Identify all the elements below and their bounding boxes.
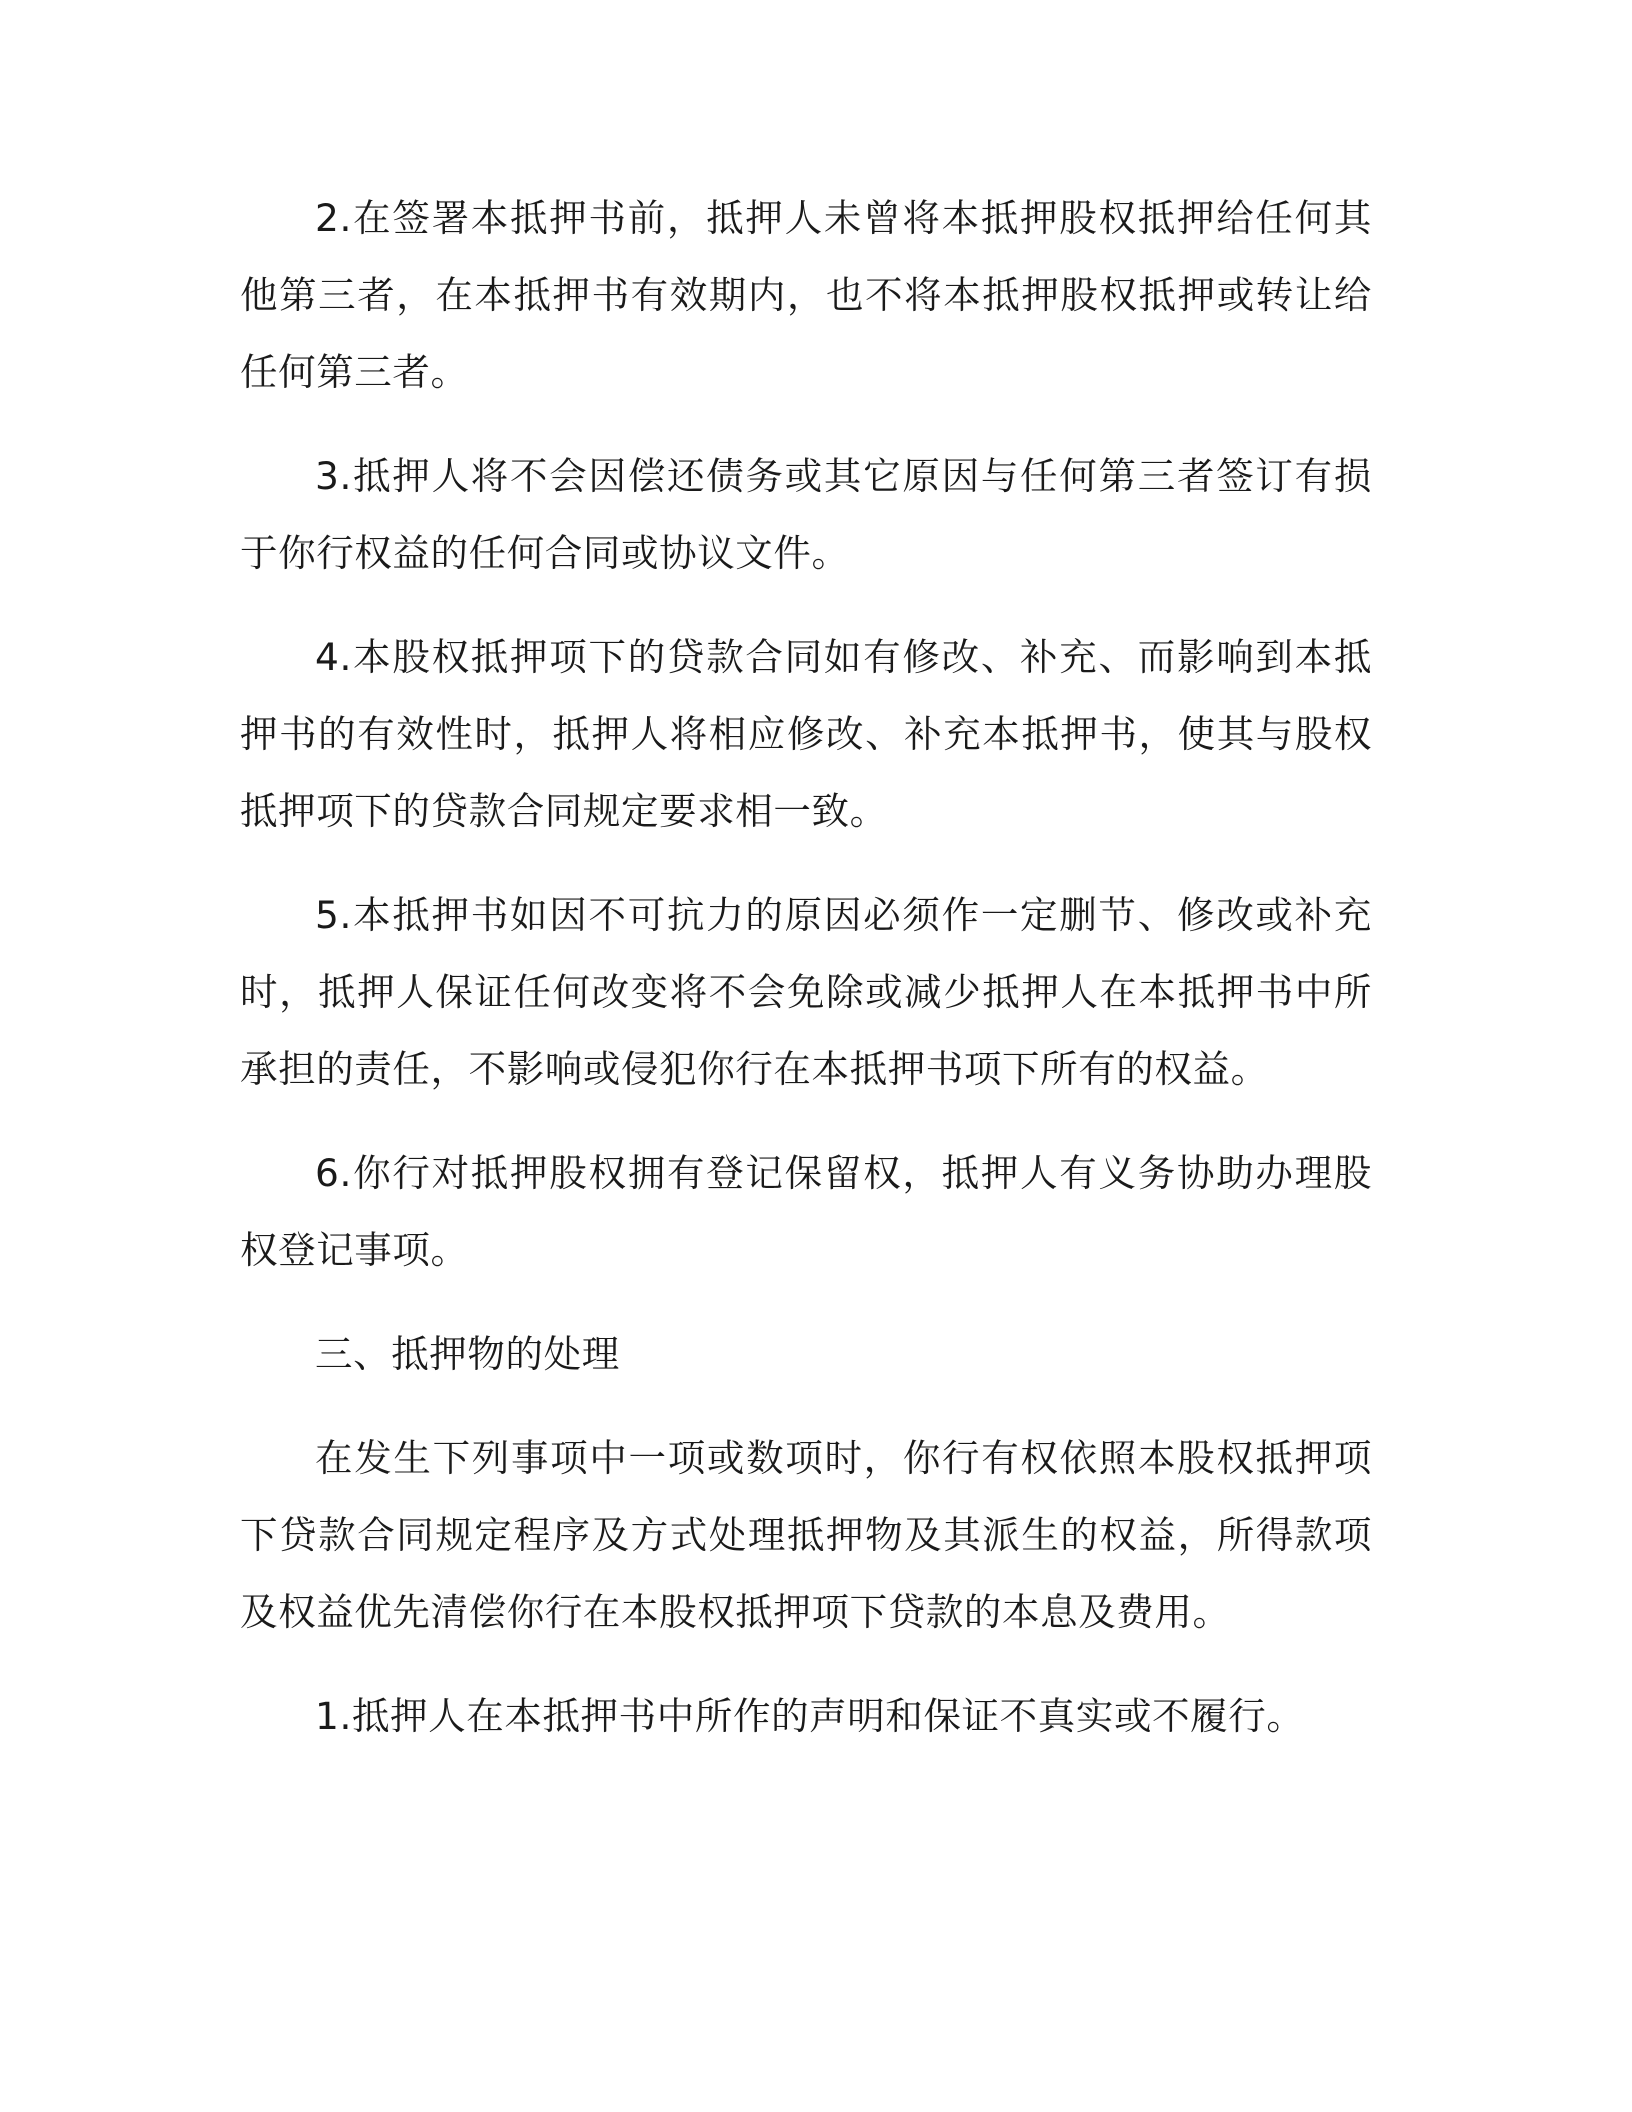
section-3-intro-paragraph: 在发生下列事项中一项或数项时，你行有权依照本股权抵押项下贷款合同规定程序及方式处理抵押物及其派生的权益，所得款项及权益优先清偿你行在本股权抵押项下贷款的本息及费用。	[240, 1436, 1372, 1634]
clause-5-paragraph: 5.本抵押书如因不可抗力的原因必须作一定删节、修改或补充时，抵押人保证任何改变将不会免除或减少抵押人在本抵押书中所承担的责任，不影响或侵犯你行在本抵押书项下所有的权益。	[240, 893, 1372, 1091]
clause-2-paragraph: 2.在签署本抵押书前，抵押人未曾将本抵押股权抵押给任何其他第三者，在本抵押书有效期内，也不将本抵押股权抵押或转让给任何第三者。	[240, 196, 1372, 394]
document-body	[240, 180, 1372, 1782]
section-3-clause-1-paragraph: 1.抵押人在本抵押书中所作的声明和保证不真实或不履行。	[315, 1694, 1305, 1738]
clause-6-paragraph: 6.你行对抵押股权拥有登记保留权，抵押人有义务协助办理股权登记事项。	[240, 1151, 1372, 1272]
section-3-heading: 三、抵押物的处理	[315, 1332, 620, 1376]
clause-3-paragraph: 3.抵押人将不会因偿还债务或其它原因与任何第三者签订有损于你行权益的任何合同或协议文件。	[240, 454, 1372, 575]
clause-4-paragraph: 4.本股权抵押项下的贷款合同如有修改、补充、而影响到本抵押书的有效性时，抵押人将相应修改、补充本抵押书，使其与股权抵押项下的贷款合同规定要求相一致。	[240, 635, 1372, 833]
